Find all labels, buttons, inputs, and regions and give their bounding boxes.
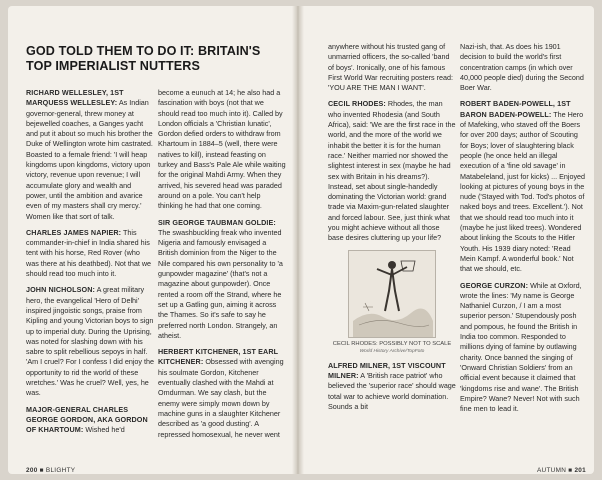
footer-separator: ■ xyxy=(39,467,46,474)
entry xyxy=(460,281,586,415)
entry-text: Obsessed with avenging his soulmate Gordon, Kitchener eventually clashed with the Mahdi at Omdurman. We say clash, but the enemy were simply mown down by machine guns in a slaughter Kitchener described as 'a good dusting'. A repressed homosexual, he never went xyxy=(158,357,284,439)
entry-name: JOHN NICHOLSON: xyxy=(26,285,95,295)
entry-text: become a eunuch at 14; he also had a fascination with boys (not that we should read too much into it). Called by London officials a 'Christian lunatic', Gordon defied orders to withdraw from Khartoum in 1884–5 (well, there were natives to kill), instead feasting on turkey and Bass's Pale Ale while waiting for the original Mahdi Army. When they arrived, his severed head was paraded around on a pole. You can't help thinking he had that one coming. xyxy=(158,88,286,211)
entry xyxy=(26,405,154,436)
entry-text: As Indian governor-general, threw money at bejewelled coaches, a Ganges yacht and put it about so much his brother the Duke of Wellington wrote him castrated. Boasted to a female friend: 'I will heap kingdoms upon kingdoms, victory upon victory, revenue upon revenue; I will accumulate glory and wealth and power, until the ambition and avarice even of my masters shall cry mercy.' Women like that sort of talk. xyxy=(26,98,153,221)
cartoon-illustration-icon xyxy=(349,251,435,337)
entry-name: GEORGE CURZON: xyxy=(460,280,529,290)
entry xyxy=(26,88,154,222)
entry-text: This commander-in-chief in India shared his tent with his horse, Red Rover (who was there at his deathbed). Not that we should read too much into it. xyxy=(26,227,152,279)
entry xyxy=(460,42,586,93)
entry xyxy=(158,218,286,342)
entry xyxy=(158,347,286,440)
entry xyxy=(26,228,154,279)
entry-name: SIR GEORGE TAUBMAN GOLDIE: xyxy=(158,217,276,227)
section-name-left: BLIGHTY xyxy=(45,467,76,474)
page-title: GOD TOLD THEM TO DO IT: BRITAIN'S TOP IMPERIALIST NUTTERS xyxy=(26,44,261,73)
entry-name: ALFRED MILNER, 1ST VISCOUNT MILNER: xyxy=(328,360,446,380)
left-footer xyxy=(26,467,75,474)
book-gutter xyxy=(292,6,304,474)
entry-name: RICHARD WELLESLEY, 1ST MARQUESS WELLESLEY: xyxy=(26,88,124,108)
entry-text: anywhere without his trusted gang of unmarried officers, the so-called 'band of boys'. Ironically, one of his famous First World War recruiting posters read: 'YOU ARE THE MAN I WANT'. xyxy=(328,42,454,93)
caption-text: CECIL RHODES: POSSIBLY NOT TO SCALE xyxy=(332,340,452,347)
entry-text: Wished he'd xyxy=(85,425,125,435)
left-column-2 xyxy=(158,88,286,474)
page-number-left: 200 xyxy=(26,467,38,474)
right-column-2 xyxy=(460,42,586,470)
entry-text: The Hero of Mafeking, who staved off the Boers for over 200 days; author of Scouting for Boys; lover of slaughtering black people (he once held an illegal execution of a 'fine old savage' in Matabeleland, just for kicks) ... Enjoyed looking at pictures of young boys in the nude ('Stayed with Tod. Tod's photos of naked boys and trees. Excellent.'). Not that we should read too much into it (maybe he just liked trees). Wondered about linking the Scouts to the Hitler Youth. His 1939 diary noted: 'Read Mein Kampf. A wonderful book.' Not that we should, etc. xyxy=(460,109,586,274)
left-column-1 xyxy=(26,88,154,474)
entry-text: A 'British race patriot' who believed the 'superior race' should wage total war to achieve world domination. Sounds a bit xyxy=(328,370,456,411)
entry-name: HERBERT KITCHENER, 1ST EARL KITCHENER: xyxy=(158,347,278,367)
right-footer xyxy=(537,467,586,474)
section-name-right: AUTUMN xyxy=(536,467,567,474)
entry-name: CECIL RHODES: xyxy=(328,99,386,109)
entry-text: Rhodes, the man who invented Rhodesia (and South Africa), said: 'We are the first race in the world, and the more of the world we inhabit the better it is for the human race.' Neither married nor showed the slightest interest in sex (maybe he had sex with Britain in his dreams?). Instead, set about single-handedly dominating the Victorian world: grand trade via Maxim-gun-related slaughter and forced labour. See, just think what you might achieve without all those base desires cluttering up your life? xyxy=(328,99,456,243)
cecil-rhodes-cartoon xyxy=(348,250,436,338)
entry xyxy=(158,88,286,212)
page-number-right: 201 xyxy=(574,467,586,474)
entry-text: Nazi-ish, that. As does his 1901 decision to build the world's first concentration camps (in which over 40,000 people died) during the Second Boer War. xyxy=(460,42,584,93)
right-column-1 xyxy=(328,42,456,470)
footer-separator: ■ xyxy=(568,467,575,474)
figure-caption xyxy=(328,341,456,355)
entry-name: MAJOR-GENERAL CHARLES GEORGE GORDON, AKA GORDON OF KHARTOUM: xyxy=(26,404,148,435)
entry-name: ROBERT BADEN-POWELL, 1ST BARON BADEN-POWELL: xyxy=(460,99,571,119)
entry xyxy=(328,42,456,93)
entry xyxy=(328,99,456,243)
entry xyxy=(460,99,586,274)
entry-text: A great military hero, the evangelical 'Hero of Delhi' inspired jingoistic songs, praise from Kipling and young Victorian boys to sign up to imperial duty. During the Uprising, was noted for slashing down with his sabre to split rebellious sepoys in half. 'Am I cruel? For I confess I did enjoy the opportunity to rid the world of these wretches.' Was he cruel? Well, yes, he was. xyxy=(26,285,154,398)
photo-credit: World History Archive/TopFoto xyxy=(359,348,425,354)
entry-text: While at Oxford, wrote the lines: 'My name is George Nathaniel Curzon, / I am a most superior person.' Stupendously posh and pompous, he found the British in India too common. Responded to millions dying of famine by outlawing charity. Once banned the singing of 'Onward Christian Soldiers' from an official event because it claimed that 'kingdoms rise and wane'. The British Empire? Wane? Never! Not with such fine men to lead it. xyxy=(460,280,582,414)
entry xyxy=(26,285,154,398)
entry-text: The swashbuckling freak who invented Nigeria and famously envisaged a British dominion from the Niger to the Nile compared his own personality to 'a gunpowder magazine' (that's not a magazine about gunpowder). Once rented a room off the Strand, where he set up a Gatling gun, aiming it across the Thames. So it's safe to say he preferred north London. Strangely, an atheist. xyxy=(158,227,283,340)
entry xyxy=(328,361,456,412)
entry-name: CHARLES JAMES NAPIER: xyxy=(26,227,122,237)
